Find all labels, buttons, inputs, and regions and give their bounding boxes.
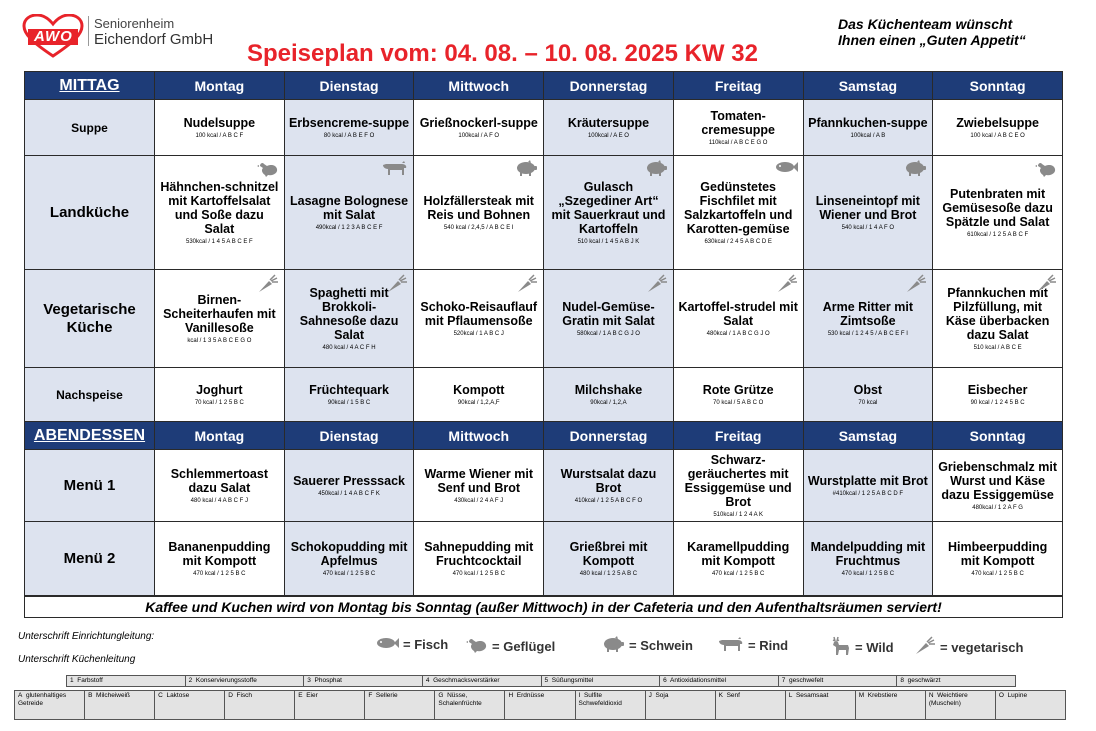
allergen-code: F	[368, 692, 373, 699]
pig-icon	[601, 636, 625, 655]
additive-code: 1	[70, 677, 74, 684]
dish-name: Nudelsuppe	[183, 115, 256, 130]
dish-name: Hähnchen-schnitzel mit Kartoffelsalat und Soße dazu Salat	[160, 179, 279, 236]
greeting-line1: Das Küchenteam wünscht	[838, 16, 1013, 32]
additives-table	[66, 675, 1016, 687]
carrot-icon	[905, 274, 927, 299]
dish-name: Pfannkuchen mit Pilzfüllung, mit Käse überbacken dazu Salat	[945, 285, 1050, 342]
dish-name: Milchshake	[574, 382, 643, 397]
allergen-code: K	[718, 692, 723, 699]
menu-cell	[284, 156, 414, 270]
dish-name: Holzfällersteak mit Reis und Bohnen	[423, 193, 534, 222]
allergen-code: G	[438, 692, 444, 699]
additive-cell	[660, 676, 779, 687]
allergen-cell	[995, 691, 1065, 720]
row-label: Menü 1	[25, 450, 155, 522]
allergens-table	[14, 690, 1066, 720]
allergen-label: glutenhaltiges Getreide	[18, 692, 67, 707]
table-row	[25, 270, 1063, 368]
dish-nutrition-info: 470 kcal / 1 2 5 B C	[841, 570, 895, 577]
allergen-label: Fisch	[236, 692, 253, 699]
dish-nutrition-info: 480 kcal / 4 A C F H	[322, 344, 376, 351]
fish-icon	[375, 636, 399, 653]
additive-label: Süßungsmittel	[551, 677, 594, 684]
allergen-label: Weichtiere (Muscheln)	[928, 692, 968, 707]
legend-item	[601, 636, 693, 655]
dish-nutrition-info: 510 kcal / 1 4 5 A B J K	[577, 238, 640, 245]
allergen-code: O	[998, 692, 1004, 699]
dish-name: Putenbraten mit Gemüsesoße dazu Spätzle und Salat	[942, 186, 1053, 229]
menu-cell	[933, 270, 1063, 368]
menu-cell	[414, 270, 544, 368]
greeting-line2: Ihnen einen „Guten Appetit“	[838, 32, 1026, 48]
dish-nutrition-info: 410kcal / 1 2 5 A B C F O	[574, 497, 643, 504]
awo-logo	[22, 14, 227, 60]
menu-cell	[155, 368, 285, 422]
dish-nutrition-info: 470 kcal / 1 2 5 B C	[452, 570, 505, 577]
allergen-cell	[785, 691, 855, 720]
page-title: Speiseplan vom: 04. 08. – 10. 08. 2025 KW 32	[247, 40, 758, 67]
dish-nutrition-info: 70 kcal / 1 2 5 B C	[194, 399, 244, 406]
dish-nutrition-info: 430kcal / 2 4 A F J	[454, 497, 504, 504]
additive-cell	[304, 676, 423, 687]
dish-nutrition-info: 540 kcal / 1 4 A F O	[841, 224, 895, 231]
dish-name: Schokopudding mit Apfelmus	[290, 539, 408, 568]
dish-name: Sahnepudding mit Fruchtcocktail	[424, 539, 534, 568]
menu-cell	[155, 522, 285, 596]
allergen-label: Sesamsaat	[795, 692, 829, 699]
dish-name: Gedünstetes Fischfilet mit Salzkartoffeln und Karotten-gemüse	[683, 179, 793, 236]
dish-name: Bananenpudding mit Kompott	[168, 539, 271, 568]
carrot-icon	[1035, 274, 1057, 299]
legend-label: = Wild	[855, 640, 894, 655]
additive-label: geschwefelt	[789, 677, 824, 684]
additive-code: 3	[307, 677, 311, 684]
allergen-cell	[715, 691, 785, 720]
pig-icon	[903, 160, 927, 181]
additive-cell	[897, 676, 1016, 687]
day-header-2: Mittwoch	[414, 422, 544, 450]
dish-name: Warme Wiener mit Senf und Brot	[424, 466, 533, 495]
section-title: MITTAG	[25, 72, 155, 100]
dish-name: Wurstsalat dazu Brot	[560, 466, 657, 495]
pig-icon	[514, 160, 538, 181]
allergen-cell	[435, 691, 505, 720]
dish-nutrition-info: 480kcal / 1 2 A F G	[972, 504, 1023, 511]
menu-cell	[544, 156, 674, 270]
carrot-icon	[516, 274, 538, 299]
additive-cell	[185, 676, 304, 687]
table-row	[25, 522, 1063, 596]
dish-nutrition-info: 470 kcal / 1 2 5 B C	[193, 570, 246, 577]
day-header-6: Sonntag	[933, 72, 1063, 100]
signature-kitchen-lead: Unterschrift Küchenleitung	[18, 654, 136, 665]
menu-cell	[414, 368, 544, 422]
additive-cell	[67, 676, 186, 687]
dish-nutrition-info: 520kcal / 1 A B C J	[453, 330, 504, 337]
allergen-cell	[505, 691, 575, 720]
allergen-code: I	[578, 692, 581, 699]
dish-nutrition-info: 70 kcal	[858, 399, 878, 406]
table-row	[25, 368, 1063, 422]
table-row	[25, 100, 1063, 156]
deer-icon	[829, 636, 851, 659]
additive-code: 2	[188, 677, 193, 684]
menu-cell	[673, 156, 803, 270]
menu-cell	[544, 522, 674, 596]
menu-cell	[284, 100, 414, 156]
chicken-icon	[466, 636, 488, 657]
legend-item	[914, 636, 1023, 659]
signature-facility-lead: Unterschrift Einrichtungleitung:	[18, 631, 155, 642]
additive-cell	[541, 676, 660, 687]
legend-label: = Geflügel	[492, 639, 556, 654]
dish-name: Nudel-Gemüse-Gratin mit Salat	[562, 299, 655, 328]
logo-divider	[88, 16, 89, 46]
dish-nutrition-info: 110kcal / A B C E G O	[708, 139, 768, 146]
legend-label: = Rind	[748, 638, 789, 653]
greeting	[838, 16, 1026, 48]
fish-icon	[774, 160, 798, 179]
dish-nutrition-info: 480 kcal / 4 A B C F J	[190, 497, 249, 504]
day-header-1: Dienstag	[284, 72, 414, 100]
coffee-note: Kaffee und Kuchen wird von Montag bis Sonntag (außer Mittwoch) in der Cafeteria und den Aufenthaltsräumen serviert!	[24, 596, 1063, 618]
menu-cell	[673, 368, 803, 422]
allergen-label: Senf	[726, 692, 740, 699]
menu-cell	[155, 270, 285, 368]
day-header-2: Mittwoch	[414, 72, 544, 100]
abend-header-row	[25, 422, 1063, 450]
dish-name: Joghurt	[196, 382, 243, 397]
allergen-label: Sulfite Schwefeldioxid	[578, 692, 622, 707]
day-header-3: Donnerstag	[544, 72, 674, 100]
allergen-cell	[295, 691, 365, 720]
additive-code: 6	[663, 677, 667, 684]
menu-cell	[544, 100, 674, 156]
row-label: Nachspeise	[25, 368, 155, 422]
menu-cell	[803, 522, 933, 596]
additive-label: Geschmacksverstärker	[433, 677, 500, 684]
legend-item	[829, 636, 894, 659]
day-header-3: Donnerstag	[544, 422, 674, 450]
table-row	[25, 450, 1063, 522]
carrot-icon	[386, 274, 408, 299]
menu-cell	[933, 156, 1063, 270]
allergen-cell	[925, 691, 995, 720]
dish-name: Kartoffel-strudel mit Salat	[678, 299, 798, 328]
allergen-label: Erdnüsse	[516, 692, 545, 699]
dish-name: Obst	[853, 382, 883, 397]
dish-nutrition-info: 100 kcal / A B C F	[195, 132, 244, 139]
menu-cell	[414, 450, 544, 522]
menu-cell	[414, 156, 544, 270]
allergen-cell	[225, 691, 295, 720]
dish-name: Eisbecher	[967, 382, 1028, 397]
menu-cell	[284, 522, 414, 596]
dish-name: Lasagne Bolognese mit Salat	[290, 193, 409, 222]
dish-name: Schwarz-geräuchertes mit Essiggemüse und Brot	[684, 452, 792, 509]
dish-name: Linseneintopf mit Wiener und Brot	[815, 193, 920, 222]
additive-label: Konservierungsstoffe	[195, 677, 257, 684]
dish-name: Grießnockerl-suppe	[419, 115, 538, 130]
row-label: Vegetarische Küche	[25, 270, 155, 368]
dish-name: Früchtequark	[309, 382, 389, 397]
allergen-code: H	[508, 692, 514, 699]
mittag-header-row	[25, 72, 1063, 100]
allergen-code: J	[648, 692, 652, 699]
day-header-5: Samstag	[803, 422, 933, 450]
row-label: Suppe	[25, 100, 155, 156]
additive-label: Farbstoff	[77, 677, 103, 684]
allergen-cell	[645, 691, 715, 720]
dish-name: Himbeerpudding mit Kompott	[947, 539, 1048, 568]
day-header-6: Sonntag	[933, 422, 1063, 450]
dish-nutrition-info: 80 kcal / A B E F O	[323, 132, 375, 139]
allergen-cell	[155, 691, 225, 720]
dish-name: Kompott	[453, 382, 505, 397]
allergen-label: Sellerie	[375, 692, 398, 699]
allergen-cell	[855, 691, 925, 720]
dish-nutrition-info: 90kcal / 1 5 B C	[327, 399, 371, 406]
menu-cell	[803, 368, 933, 422]
row-label: Landküche	[25, 156, 155, 270]
dish-name: Sauerer Presssack	[293, 473, 405, 488]
additive-code: 4	[425, 677, 430, 684]
allergen-code: E	[298, 692, 303, 699]
dish-nutrition-info: 480 kcal / 1 2 5 A B C	[579, 570, 638, 577]
allergen-label: Soja	[655, 692, 669, 699]
additive-label: geschwärzt	[907, 677, 941, 684]
additive-code: 5	[544, 677, 549, 684]
cow-icon	[718, 636, 744, 655]
dish-name: Rote Grütze	[702, 382, 774, 397]
menu-cell	[673, 522, 803, 596]
additive-code: 7	[781, 677, 786, 684]
menu-cell	[803, 156, 933, 270]
additive-code: 8	[900, 677, 904, 684]
allergen-cell	[15, 691, 85, 720]
allergen-code: L	[788, 692, 793, 699]
menu-cell	[544, 368, 674, 422]
dish-name: Erbsencreme-suppe	[288, 115, 410, 130]
menu-table	[24, 71, 1063, 596]
legend-label: = vegetarisch	[940, 640, 1024, 655]
menu-cell	[803, 100, 933, 156]
allergen-cell	[85, 691, 155, 720]
dish-nutrition-info: 530kcal / 1 4 5 A B C E F	[186, 238, 253, 245]
dish-name: Zwiebelsuppe	[956, 115, 1039, 130]
carrot-icon	[257, 274, 279, 299]
legend-label: = Schwein	[629, 638, 693, 653]
table-row	[25, 156, 1063, 270]
dish-nutrition-info: 540 kcal / 2,4,5 / A B C E I	[443, 224, 514, 231]
dish-nutrition-info: 490kcal / 1 2 3 A B C E F	[315, 224, 383, 231]
allergen-code: C	[158, 692, 163, 699]
dish-name: Griebenschmalz mit Wurst und Käse dazu Essiggemüse	[938, 459, 1057, 502]
section-title: ABENDESSEN	[25, 422, 155, 450]
dish-nutrition-info: 530 kcal / 1 2 4 5 / A B C E F I	[827, 330, 908, 337]
dish-nutrition-info: 90 kcal / 1 2 4 5 B C	[970, 399, 1025, 406]
org-line1: Seniorenheim	[94, 16, 175, 31]
legend-item	[466, 636, 555, 657]
legend-item	[718, 636, 788, 655]
menu-cell	[544, 450, 674, 522]
day-header-0: Montag	[155, 422, 285, 450]
dish-name: Pfannkuchen-suppe	[808, 115, 928, 130]
row-label: Menü 2	[25, 522, 155, 596]
dish-name: Gulasch „Szegediner Art“ mit Sauerkraut und Kartoffeln	[551, 179, 666, 236]
cow-icon	[382, 160, 408, 181]
chicken-icon	[257, 160, 279, 183]
legend-item	[375, 636, 448, 653]
carrot-icon	[646, 274, 668, 299]
menu-cell	[933, 522, 1063, 596]
dish-nutrition-info: 90kcal / 1,2,A	[590, 399, 627, 406]
menu-cell	[414, 100, 544, 156]
dish-nutrition-info: 450kcal / 1 4 A B C F K	[318, 490, 380, 497]
allergen-code: A	[18, 692, 23, 699]
dish-nutrition-info: 100kcal / A B	[850, 132, 886, 139]
dish-name: Kräutersuppe	[567, 115, 650, 130]
menu-cell	[414, 522, 544, 596]
dish-name: Schlemmertoast dazu Salat	[170, 466, 268, 495]
dish-nutrition-info: 470 kcal / 1 2 5 B C	[971, 570, 1024, 577]
dish-name: Arme Ritter mit Zimtsoße	[822, 299, 914, 328]
allergen-label: Nüsse, Schalenfrüchte	[438, 692, 482, 707]
org-name	[94, 16, 213, 48]
allergen-cell	[365, 691, 435, 720]
additive-label: Phosphat	[314, 677, 342, 684]
dish-nutrition-info: 100 kcal / A B C E O	[970, 132, 1025, 139]
org-line2: Eichendorf GmbH	[94, 31, 214, 48]
dish-nutrition-info: 510 kcal / A B C E	[973, 344, 1022, 351]
allergen-code: M	[858, 692, 865, 699]
dish-nutrition-info: 70 kcal / 5 A B C O	[712, 399, 764, 406]
menu-cell	[803, 450, 933, 522]
menu-cell	[933, 368, 1063, 422]
dish-nutrition-info: 510kcal / 1 2 4 A K	[713, 511, 764, 518]
additive-cell	[422, 676, 541, 687]
dish-nutrition-info: 630kcal / 2 4 5 A B C D E	[704, 238, 772, 245]
menu-cell	[673, 270, 803, 368]
day-header-4: Freitag	[673, 422, 803, 450]
allergen-code: D	[228, 692, 233, 699]
dish-nutrition-info: 470 kcal / 1 2 5 B C	[711, 570, 765, 577]
dish-nutrition-info: 580kcal / 1 A B C G J O	[576, 330, 640, 337]
dish-name: Grießbrei mit Kompott	[569, 539, 648, 568]
dish-name: Karamellpudding mit Kompott	[687, 539, 790, 568]
menu-cell	[933, 450, 1063, 522]
dish-name: Wurstplatte mit Brot	[807, 473, 928, 488]
menu-cell	[803, 270, 933, 368]
pig-icon	[644, 160, 668, 181]
dish-nutrition-info: 90kcal / 1,2,A,F	[457, 399, 500, 406]
carrot-icon	[914, 636, 936, 659]
carrot-icon	[776, 274, 798, 299]
allergen-label: Lupine	[1007, 692, 1028, 699]
allergen-cell	[575, 691, 645, 720]
menu-cell	[673, 100, 803, 156]
dish-name: Tomaten-cremesuppe	[701, 108, 775, 137]
additive-label: Antioxidationsmittel	[670, 677, 727, 684]
dish-nutrition-info: kcal / 1 3 5 A B C E G O	[187, 337, 252, 344]
dish-name: Spaghetti mit Brokkoli-Sahnesoße dazu Salat	[299, 285, 399, 342]
menu-cell	[155, 156, 285, 270]
allergen-label: Eier	[306, 692, 318, 699]
allergen-code: N	[928, 692, 934, 699]
dish-name: Schoko-Reisauflauf mit Pflaumensoße	[420, 299, 538, 328]
day-header-1: Dienstag	[284, 422, 414, 450]
menu-cell	[544, 270, 674, 368]
day-header-0: Montag	[155, 72, 285, 100]
day-header-4: Freitag	[673, 72, 803, 100]
dish-nutrition-info: 100kcal / A F O	[458, 132, 500, 139]
logo-wordmark: AWO	[34, 28, 73, 45]
dish-nutrition-info: #410kcal / 1 2 5 A B C D F	[832, 490, 904, 497]
dish-nutrition-info: 610kcal / 1 2 5 A B C F	[967, 231, 1029, 238]
menu-cell	[155, 450, 285, 522]
allergen-label: Krebstiere	[867, 692, 898, 699]
dish-nutrition-info: 470 kcal / 1 2 5 B C	[322, 570, 376, 577]
additive-cell	[778, 676, 897, 687]
allergen-code: B	[88, 692, 93, 699]
menu-cell	[933, 100, 1063, 156]
menu-cell	[284, 368, 414, 422]
allergen-label: Laktose	[166, 692, 190, 699]
dish-nutrition-info: 480kcal / 1 A B C G J O	[706, 330, 770, 337]
dish-name: Birnen-Scheiterhaufen mit Vanillesoße	[163, 292, 276, 335]
dish-nutrition-info: 100kcal / A E O	[587, 132, 629, 139]
menu-cell	[284, 270, 414, 368]
menu-cell	[673, 450, 803, 522]
allergen-label: Milcheiweiß	[96, 692, 130, 699]
menu-cell	[155, 100, 285, 156]
legend-label: = Fisch	[403, 637, 449, 652]
dish-name: Mandelpudding mit Fruchtmus	[810, 539, 926, 568]
day-header-5: Samstag	[803, 72, 933, 100]
chicken-icon	[1035, 160, 1057, 183]
menu-cell	[284, 450, 414, 522]
